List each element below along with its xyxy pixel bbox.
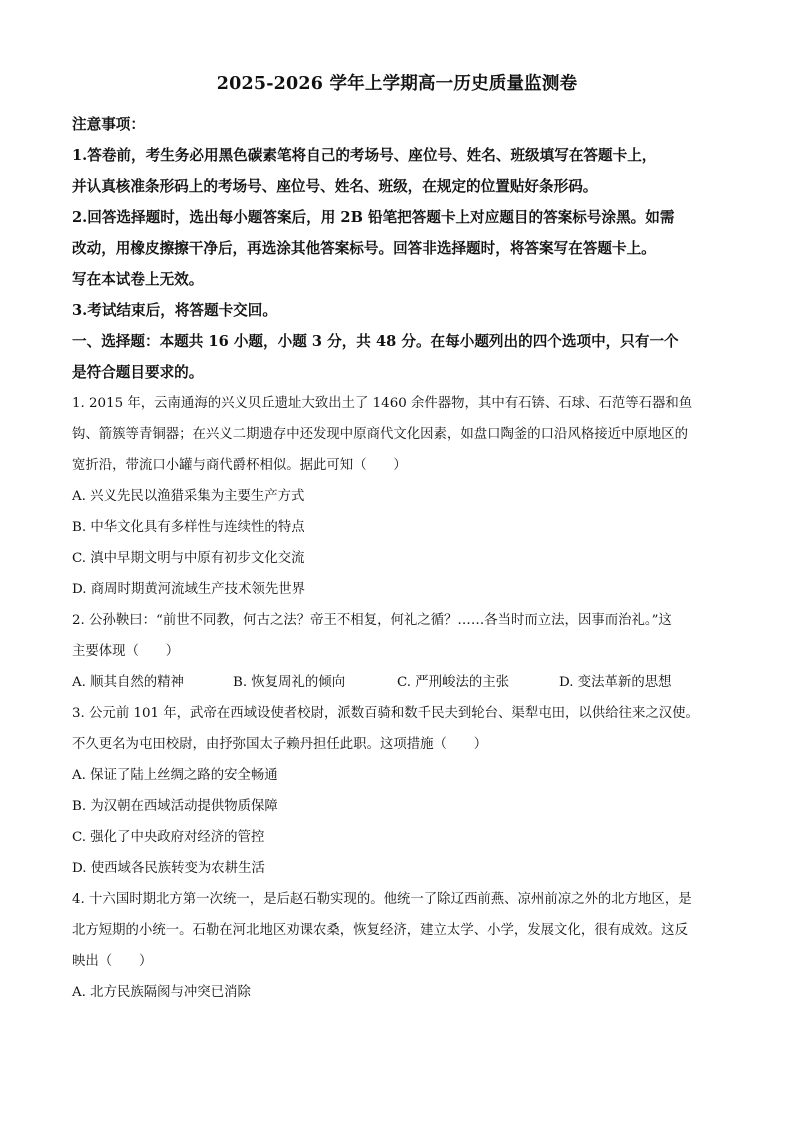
option-d: D. 使西域各民族转变为农耕生活 (72, 861, 265, 876)
question-stem-line: 1. 2015 年，云南通海的兴义贝丘遗址大致出土了 1460 余件器物，其中有石锛、石球、石范等石器和鱼 (72, 396, 693, 411)
exam-page (72, 66, 722, 1008)
exam-title: 2025-2026 学年上学期高一历史质量监测卷 (216, 74, 578, 94)
notice-line: 改动，用橡皮擦擦干净后，再选涂其他答案标号。回答非选择题时，将答案写在答题卡上。 (72, 240, 656, 257)
notice-line: 并认真核准条形码上的考场号、座位号、姓名、班级，在规定的位置贴好条形码。 (72, 178, 598, 195)
question-stem-line: 主要体现（ ） (72, 644, 180, 659)
notice-line: 写在本试卷上无效。 (72, 271, 204, 288)
option-b: B. 为汉朝在西域活动提供物质保障 (72, 799, 278, 814)
section-heading (72, 326, 722, 388)
option-c: C. 严刑峻法的主张 (397, 675, 510, 690)
option-a: A. 保证了陆上丝绸之路的安全畅通 (72, 768, 278, 783)
question-stem-line: 不久更名为屯田校尉，由抒弥国太子赖丹担任此职。这项措施（ ） (72, 737, 488, 752)
option-b: B. 中华文化具有多样性与连续性的特点 (72, 520, 305, 535)
question-3 (72, 698, 722, 884)
option-b: B. 恢复周礼的倾向 (233, 675, 346, 690)
question-stem-line: 宽折沿，带流口小罐与商代爵杯相似。据此可知（ ） (72, 458, 407, 473)
question-stem-line: 4. 十六国时期北方第一次统一，是后赵石勒实现的。他统一了除辽西前燕、凉州前凉之外的北方地区，是 (72, 892, 692, 907)
question-1 (72, 388, 722, 605)
question-stem-line: 钩、箭簇等青铜器；在兴义二期遗存中还发现中原商代文化因素，如盘口陶釜的口沿风格接近中原地区的 (72, 427, 688, 442)
question-stem-line: 2. 公孙鞅曰：“前世不同教，何古之法？帝王不相复，何礼之循？……各当时而立法，因事而治礼。”这 (72, 613, 672, 628)
option-row (72, 667, 722, 698)
option-a: A. 北方民族隔阂与冲突已消除 (72, 985, 251, 1000)
section-line: 是符合题目要求的。 (72, 364, 204, 381)
option-c: C. 强化了中央政府对经济的管控 (72, 830, 265, 845)
question-2 (72, 605, 722, 698)
option-d: D. 商周时期黄河流域生产技术领先世界 (72, 582, 306, 597)
option-d: D. 变法革新的思想 (559, 675, 672, 690)
notice-heading: 注意事项： (72, 116, 145, 133)
notice-line: 2.回答选择题时，选出每小题答案后，用 2B 铅笔把答题卡上对应题目的答案标号涂黑。如需 (72, 209, 675, 226)
question-stem-line: 北方短期的小统一。石勒在河北地区劝课农桑，恢复经济，建立太学、小学，发展文化，很有成效。这反 (72, 923, 688, 938)
option-a: A. 兴义先民以渔猎采集为主要生产方式 (72, 489, 305, 504)
notice-line: 1.答卷前，考生务必用黑色碳素笔将自己的考场号、座位号、姓名、班级填写在答题卡上， (72, 147, 657, 164)
question-4 (72, 884, 722, 1008)
question-stem-line: 映出（ ） (72, 954, 153, 969)
option-a: A. 顺其自然的精神 (72, 675, 184, 690)
question-stem-line: 3. 公元前 101 年，武帝在西域设使者校尉，派数百骑和数千民夫到轮台、渠犁屯田，以供给往来之汉使。 (72, 706, 699, 721)
notice-section (72, 109, 722, 326)
section-line: 一、选择题：本题共 16 小题，小题 3 分，共 48 分。在每小题列出的四个选项中，只有一个 (72, 333, 679, 350)
option-c: C. 滇中早期文明与中原有初步文化交流 (72, 551, 305, 566)
notice-line: 3.考试结束后，将答题卡交回。 (72, 302, 277, 319)
